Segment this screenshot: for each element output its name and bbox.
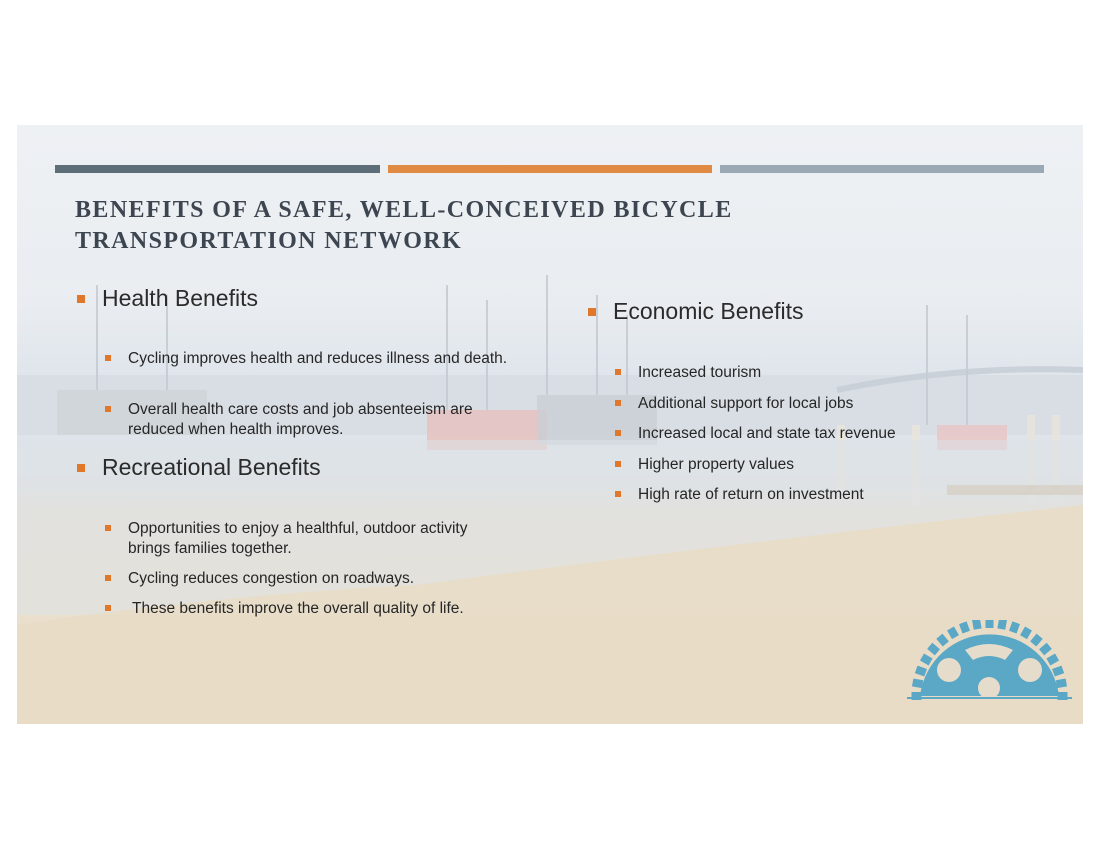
recreational-heading xyxy=(77,454,321,481)
chainring-tooth xyxy=(947,626,959,639)
list-item-text: Cycling improves health and reduces illness and death. xyxy=(128,350,508,367)
bullet-square-icon xyxy=(105,575,111,581)
list-item xyxy=(105,349,508,369)
list-item xyxy=(105,569,508,589)
bullet-square-icon xyxy=(105,605,111,611)
bullet-square-icon xyxy=(105,525,111,531)
list-item xyxy=(615,485,1018,505)
list-item-text: Cycling reduces congestion on roadways. xyxy=(128,570,415,587)
list-item-text: Increased local and state tax revenue xyxy=(638,425,896,442)
list-item-text: Higher property values xyxy=(638,456,794,473)
list-item-text: These benefits improve the overall quality of life. xyxy=(128,600,464,617)
bullet-square-icon xyxy=(615,491,621,497)
chainring-tooth xyxy=(1056,679,1067,689)
bullet-square-icon xyxy=(77,295,85,303)
list-item xyxy=(105,519,508,559)
health-heading xyxy=(77,285,258,312)
slide-title xyxy=(75,195,975,257)
bullet-square-icon xyxy=(615,430,621,436)
chainring-tooth xyxy=(915,666,927,677)
slide-title-line-1: BENEFITS OF A SAFE, WELL-CONCEIVED BICYCLE xyxy=(75,197,733,223)
accent-bar-left xyxy=(55,165,380,173)
chainring-tooth xyxy=(912,679,923,689)
chainring-tooth xyxy=(972,620,982,630)
slide-title-line-2: TRANSPORTATION NETWORK xyxy=(75,228,463,254)
chainring-tooth xyxy=(1009,621,1020,633)
chainring-tooth xyxy=(920,654,933,666)
chainring-tooth xyxy=(1046,654,1059,666)
chainring-tooth xyxy=(986,620,994,628)
list-item-text: Opportunities to enjoy a healthful, outdoor activity brings families together. xyxy=(128,520,468,557)
list-item xyxy=(105,400,508,440)
slide xyxy=(17,125,1083,724)
bullet-square-icon xyxy=(615,461,621,467)
list-item xyxy=(615,363,1018,383)
list-item xyxy=(615,394,1018,414)
list-item-text: Additional support for local jobs xyxy=(638,395,854,412)
list-item xyxy=(615,455,1018,475)
health-heading-label: Health Benefits xyxy=(102,285,258,311)
list-item-text: High rate of return on investment xyxy=(638,486,864,503)
accent-bar-right xyxy=(720,165,1044,173)
chainring-tooth xyxy=(927,643,940,656)
economic-heading-label: Economic Benefits xyxy=(613,298,804,324)
list-item-text: Increased tourism xyxy=(638,364,762,381)
chainring-tooth xyxy=(936,634,949,647)
bicycle-chainring-logo-icon xyxy=(907,620,1072,705)
economic-heading xyxy=(588,298,803,325)
bullet-square-icon xyxy=(615,400,621,406)
chainring-tooth xyxy=(1039,643,1052,656)
chainring-tooth xyxy=(1020,626,1032,639)
accent-bar-middle xyxy=(388,165,712,173)
chainring-tooth xyxy=(997,620,1007,630)
list-item xyxy=(105,599,508,619)
list-item-text: Overall health care costs and job absenteeism are reduced when health improves. xyxy=(128,401,473,438)
bullet-square-icon xyxy=(105,355,111,361)
chainring-tooth xyxy=(1030,634,1043,647)
recreational-heading-label: Recreational Benefits xyxy=(102,454,321,480)
list-item xyxy=(615,424,1018,444)
chainring-tooth xyxy=(959,621,970,633)
bullet-square-icon xyxy=(615,369,621,375)
chainring-tooth xyxy=(1052,666,1064,677)
bullet-square-icon xyxy=(588,308,596,316)
bullet-square-icon xyxy=(77,464,85,472)
bullet-square-icon xyxy=(105,406,111,412)
